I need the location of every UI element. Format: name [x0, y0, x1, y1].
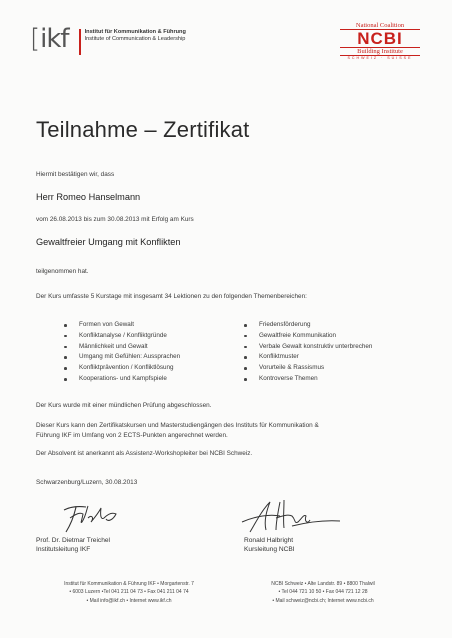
- ncbi-logo: [340, 22, 420, 61]
- certificate-title: Teilnahme – Zertifikat: [36, 117, 250, 142]
- participant-name: Herr Romeo Hanselmann: [36, 192, 141, 202]
- list-item: [64, 320, 180, 331]
- footer-ikf-line1: Institut für Kommunikation & Führung IKF • Morgartenstr. 7: [64, 581, 194, 587]
- ncbi-top: National Coalition: [340, 22, 420, 30]
- footer-ncbi-line1: NCBI Schweiz • Alte Landstr. 89 • 8800 Thalwil: [271, 581, 375, 587]
- list-item: [244, 342, 372, 353]
- list-item: [64, 363, 180, 374]
- topic-label: Konfliktmuster: [259, 353, 299, 361]
- bullet-icon: [64, 324, 67, 327]
- ikf-line1: Institut für Kommunikation & Führung: [84, 29, 186, 35]
- topics-left-list: [64, 320, 180, 385]
- footer-ikf-line3: • Mail info@ikf.ch • Internet www.ikf.ch: [86, 597, 172, 604]
- bullet-icon: [64, 356, 67, 359]
- list-item: [244, 331, 372, 342]
- signatory-left-role: Institutsleitung IKF: [36, 546, 91, 553]
- topic-label: Kontroverse Themen: [259, 374, 318, 382]
- signatory-right-name: Ronald Halbright: [244, 537, 294, 544]
- bullet-icon: [244, 367, 247, 370]
- topics-right-list: [244, 320, 372, 385]
- signature-treichel: [56, 498, 126, 536]
- exam-text: Der Kurs wurde mit einer mündlichen Prüfung abgeschlossen.: [36, 402, 212, 409]
- topic-label: Friedensförderung: [259, 321, 311, 328]
- footer-ncbi-line2: • Tel 044 721 10 50 • Fax 044 721 12 28: [278, 589, 368, 596]
- ikf-bracket: [: [30, 24, 41, 54]
- dates-text: vom 26.08.2013 bis zum 30.08.2013 mit Erfolg am Kurs: [36, 216, 194, 223]
- bullet-icon: [244, 324, 247, 327]
- list-item: [64, 352, 180, 363]
- ikf-line2: Institute of Communication & Leadership: [84, 36, 186, 42]
- footer-ncbi: [228, 580, 418, 605]
- bullet-icon: [64, 346, 67, 349]
- topic-label: Formen von Gewalt: [79, 321, 134, 328]
- list-item: [64, 342, 180, 353]
- list-item: [64, 331, 180, 342]
- ikf-subtitle: [85, 29, 186, 43]
- recognition-text: Der Absolvent ist anerkannt als Assistenz-Workshopleiter bei NCBI Schweiz.: [36, 450, 253, 457]
- signatory-right: [244, 536, 295, 554]
- ikf-wordmark: ikf: [40, 24, 69, 54]
- summary-text: Der Kurs umfasste 5 Kurstage mit insgesamt 34 Lektionen zu den folgenden Themenbereichen:: [36, 293, 307, 300]
- credit-line-1: Dieser Kurs kann den Zertifikatskursen und Masterstudiengängen des Instituts für Kommunikation &: [36, 422, 319, 429]
- list-item: [244, 374, 372, 385]
- bullet-icon: [244, 346, 247, 349]
- topic-label: Männlichkeit und Gewalt: [79, 342, 148, 350]
- bullet-icon: [244, 378, 247, 381]
- ncbi-small: SCHWEIZ · SUISSE: [347, 56, 413, 60]
- topic-label: Kooperations- und Kampfspiele: [79, 374, 167, 382]
- list-item: [64, 374, 180, 385]
- place-date: Schwarzenburg/Luzern, 30.08.2013: [36, 479, 138, 486]
- topic-label: Gewaltfreie Kommunikation: [259, 331, 336, 339]
- footer-ikf: [34, 580, 224, 605]
- course-title: Gewaltfreier Umgang mit Konflikten: [36, 237, 181, 247]
- ncbi-main: NCBI: [357, 29, 403, 48]
- bullet-icon: [64, 378, 67, 381]
- list-item: [244, 320, 372, 331]
- bullet-icon: [64, 335, 67, 338]
- footer-ikf-line2: • 6003 Luzern •Tel 041 211 04 73 • Fax 041 211 04 74: [69, 589, 189, 596]
- ikf-logo: [30, 24, 186, 55]
- topic-label: Konfliktprävention / Konfliktlösung: [79, 364, 174, 372]
- signatory-left: [36, 536, 110, 554]
- bullet-icon: [244, 335, 247, 338]
- intro-text: Hiermit bestätigen wir, dass: [36, 171, 115, 178]
- topic-label: Umgang mit Gefühlen: Aussprachen: [79, 353, 181, 361]
- bullet-icon: [64, 367, 67, 370]
- ikf-red-bracket: [69, 27, 81, 55]
- bullet-icon: [244, 356, 247, 359]
- ncbi-mid: Building Institute: [340, 47, 420, 56]
- participated-text: teilgenommen hat.: [36, 268, 89, 275]
- list-item: [244, 363, 372, 374]
- credit-line-2: Führung IKF im Umfang von 2 ECTS-Punkten angerechnet werden.: [36, 432, 228, 439]
- signatory-left-name: Prof. Dr. Dietmar Treichel: [36, 537, 111, 544]
- topic-label: Vorurteile & Rassismus: [259, 364, 325, 372]
- footer-ncbi-line3: • Mail schweiz@ncbi.ch; Internet www.ncbi.ch: [272, 597, 374, 604]
- topic-label: Verbale Gewalt konstruktiv unterbrechen: [259, 342, 373, 350]
- list-item: [244, 352, 372, 363]
- topic-label: Konfliktanalyse / Konfliktgründe: [79, 331, 167, 339]
- signature-halbright: [236, 496, 346, 536]
- signatory-right-role: Kursleitung NCBI: [244, 546, 295, 553]
